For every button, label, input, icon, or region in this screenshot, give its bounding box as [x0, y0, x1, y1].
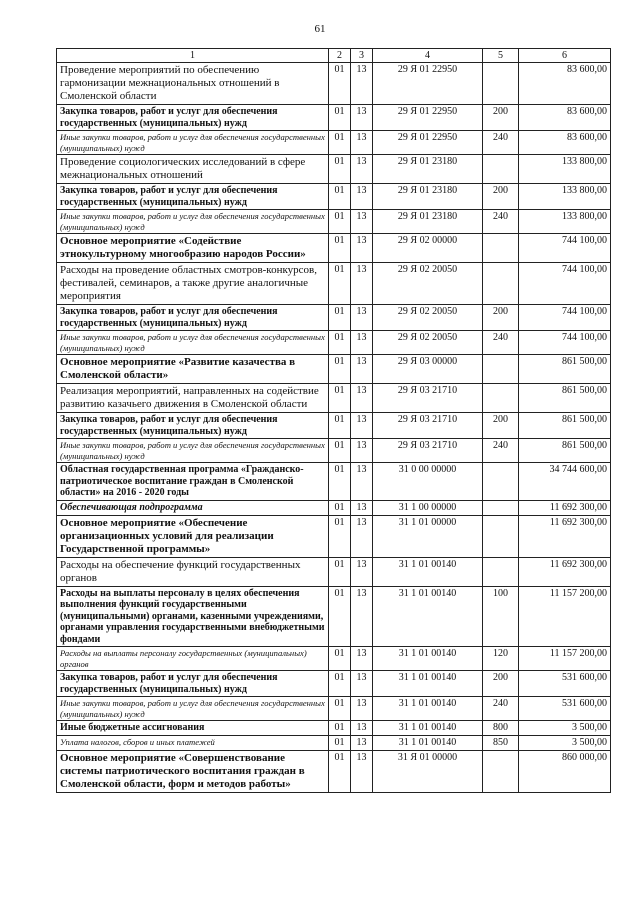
row-name-cell: Закупка товаров, работ и услуг для обеспечения государственных (муниципальных) нужд: [57, 184, 329, 210]
row-target-code-cell: 31 1 00 00000: [373, 500, 483, 515]
table-row: [57, 384, 611, 413]
row-expense-type-cell: 200: [483, 105, 519, 131]
row-expense-type-cell: [483, 263, 519, 305]
row-section-cell: 01: [329, 234, 351, 263]
row-expense-type-cell: 240: [483, 331, 519, 355]
row-subsection-cell: 13: [351, 355, 373, 384]
header-col-4: 4: [373, 49, 483, 63]
row-name-cell: Закупка товаров, работ и услуг для обеспечения государственных (муниципальных) нужд: [57, 105, 329, 131]
row-name-cell: Уплата налогов, сборов и иных платежей: [57, 736, 329, 751]
row-subsection-cell: 13: [351, 305, 373, 331]
table-row: [57, 515, 611, 557]
header-col-2: 2: [329, 49, 351, 63]
row-amount-cell: 34 744 600,00: [519, 463, 611, 501]
row-section-cell: 01: [329, 63, 351, 105]
row-section-cell: 01: [329, 331, 351, 355]
row-subsection-cell: 13: [351, 234, 373, 263]
table-row: [57, 671, 611, 697]
row-subsection-cell: 13: [351, 413, 373, 439]
table-row: [57, 647, 611, 671]
row-amount-cell: 3 500,00: [519, 721, 611, 736]
row-section-cell: 01: [329, 305, 351, 331]
row-expense-type-cell: [483, 355, 519, 384]
row-amount-cell: 531 600,00: [519, 671, 611, 697]
header-col-3: 3: [351, 49, 373, 63]
row-name-cell: Реализация мероприятий, направленных на содействие развитию казачьего движения в Смоленской области: [57, 384, 329, 413]
row-target-code-cell: 29 Я 02 20050: [373, 331, 483, 355]
row-section-cell: 01: [329, 439, 351, 463]
row-name-cell: Основное мероприятие «Развитие казачества в Смоленской области»: [57, 355, 329, 384]
row-target-code-cell: 31 1 01 00140: [373, 557, 483, 586]
table-row: [57, 131, 611, 155]
row-expense-type-cell: 850: [483, 736, 519, 751]
row-target-code-cell: 29 Я 02 20050: [373, 263, 483, 305]
row-name-cell: Основное мероприятие «Совершенствование системы патриотического воспитания граждан в Смоленской области, форм и методов работы»: [57, 751, 329, 793]
row-expense-type-cell: 240: [483, 131, 519, 155]
header-col-5: 5: [483, 49, 519, 63]
row-subsection-cell: 13: [351, 515, 373, 557]
table-row: [57, 305, 611, 331]
table-row: [57, 586, 611, 647]
row-expense-type-cell: [483, 751, 519, 793]
row-section-cell: 01: [329, 586, 351, 647]
row-section-cell: 01: [329, 500, 351, 515]
row-subsection-cell: 13: [351, 557, 373, 586]
row-amount-cell: 83 600,00: [519, 131, 611, 155]
row-subsection-cell: 13: [351, 184, 373, 210]
row-section-cell: 01: [329, 671, 351, 697]
row-name-cell: Областная государственная программа «Гражданско-патриотическое воспитание граждан в Смоленской области» на 2016 - 2020 годы: [57, 463, 329, 501]
row-target-code-cell: 31 1 01 00000: [373, 515, 483, 557]
row-subsection-cell: 13: [351, 721, 373, 736]
table-row: [57, 234, 611, 263]
row-expense-type-cell: 240: [483, 697, 519, 721]
table-row: [57, 697, 611, 721]
row-target-code-cell: 31 1 01 00140: [373, 586, 483, 647]
table-header-row: [57, 49, 611, 63]
row-subsection-cell: 13: [351, 155, 373, 184]
table-row: [57, 184, 611, 210]
row-amount-cell: 531 600,00: [519, 697, 611, 721]
row-subsection-cell: 13: [351, 63, 373, 105]
row-section-cell: 01: [329, 210, 351, 234]
row-target-code-cell: 31 1 01 00140: [373, 697, 483, 721]
row-target-code-cell: 29 Я 02 20050: [373, 305, 483, 331]
row-subsection-cell: 13: [351, 736, 373, 751]
row-amount-cell: 861 500,00: [519, 384, 611, 413]
row-amount-cell: 744 100,00: [519, 305, 611, 331]
row-expense-type-cell: 240: [483, 210, 519, 234]
row-section-cell: 01: [329, 463, 351, 501]
row-subsection-cell: 13: [351, 331, 373, 355]
row-subsection-cell: 13: [351, 697, 373, 721]
row-target-code-cell: 31 0 00 00000: [373, 463, 483, 501]
row-name-cell: Иные закупки товаров, работ и услуг для обеспечения государственных (муниципальных) нужд: [57, 439, 329, 463]
row-amount-cell: 3 500,00: [519, 736, 611, 751]
row-target-code-cell: 29 Я 02 00000: [373, 234, 483, 263]
row-name-cell: Проведение социологических исследований в сфере межнациональных отношений: [57, 155, 329, 184]
row-target-code-cell: 29 Я 01 23180: [373, 210, 483, 234]
row-target-code-cell: 29 Я 03 21710: [373, 413, 483, 439]
row-expense-type-cell: 240: [483, 439, 519, 463]
row-subsection-cell: 13: [351, 500, 373, 515]
row-name-cell: Иные бюджетные ассигнования: [57, 721, 329, 736]
row-name-cell: Иные закупки товаров, работ и услуг для обеспечения государственных (муниципальных) нужд: [57, 697, 329, 721]
row-section-cell: 01: [329, 155, 351, 184]
row-section-cell: 01: [329, 413, 351, 439]
row-name-cell: Расходы на обеспечение функций государственных органов: [57, 557, 329, 586]
table-row: [57, 263, 611, 305]
row-subsection-cell: 13: [351, 647, 373, 671]
row-amount-cell: 744 100,00: [519, 263, 611, 305]
row-section-cell: 01: [329, 515, 351, 557]
row-expense-type-cell: [483, 155, 519, 184]
row-amount-cell: 83 600,00: [519, 105, 611, 131]
row-target-code-cell: 29 Я 01 22950: [373, 63, 483, 105]
row-section-cell: 01: [329, 647, 351, 671]
row-amount-cell: 861 500,00: [519, 355, 611, 384]
row-name-cell: Закупка товаров, работ и услуг для обеспечения государственных (муниципальных) нужд: [57, 671, 329, 697]
row-target-code-cell: 29 Я 01 22950: [373, 105, 483, 131]
row-subsection-cell: 13: [351, 463, 373, 501]
row-subsection-cell: 13: [351, 384, 373, 413]
header-col-6: 6: [519, 49, 611, 63]
row-section-cell: 01: [329, 697, 351, 721]
row-section-cell: 01: [329, 355, 351, 384]
row-target-code-cell: 31 1 01 00140: [373, 671, 483, 697]
row-subsection-cell: 13: [351, 105, 373, 131]
row-section-cell: 01: [329, 557, 351, 586]
row-section-cell: 01: [329, 751, 351, 793]
row-name-cell: Иные закупки товаров, работ и услуг для обеспечения государственных (муниципальных) нужд: [57, 131, 329, 155]
row-section-cell: 01: [329, 131, 351, 155]
row-target-code-cell: 29 Я 03 00000: [373, 355, 483, 384]
row-expense-type-cell: 100: [483, 586, 519, 647]
row-section-cell: 01: [329, 184, 351, 210]
row-amount-cell: 133 800,00: [519, 184, 611, 210]
row-amount-cell: 83 600,00: [519, 63, 611, 105]
row-name-cell: Расходы на выплаты персоналу в целях обеспечения выполнения функций государственными (муниципальными) органами, казенными учреждениями, органами управления государственными внебюджетными фондами: [57, 586, 329, 647]
row-amount-cell: 11 157 200,00: [519, 586, 611, 647]
row-target-code-cell: 29 Я 03 21710: [373, 384, 483, 413]
row-expense-type-cell: 200: [483, 413, 519, 439]
row-name-cell: Обеспечивающая подпрограмма: [57, 500, 329, 515]
row-target-code-cell: 31 Я 01 00000: [373, 751, 483, 793]
table-row: [57, 463, 611, 501]
row-amount-cell: 11 692 300,00: [519, 500, 611, 515]
row-name-cell: Иные закупки товаров, работ и услуг для обеспечения государственных (муниципальных) нужд: [57, 210, 329, 234]
row-name-cell: Основное мероприятие «Обеспечение организационных условий для реализации Государственной программы»: [57, 515, 329, 557]
row-amount-cell: 861 500,00: [519, 439, 611, 463]
row-subsection-cell: 13: [351, 210, 373, 234]
row-target-code-cell: 31 1 01 00140: [373, 736, 483, 751]
row-amount-cell: 744 100,00: [519, 234, 611, 263]
table-row: [57, 210, 611, 234]
row-name-cell: Закупка товаров, работ и услуг для обеспечения государственных (муниципальных) нужд: [57, 413, 329, 439]
row-expense-type-cell: 800: [483, 721, 519, 736]
table-row: [57, 155, 611, 184]
row-expense-type-cell: 120: [483, 647, 519, 671]
row-amount-cell: 133 800,00: [519, 155, 611, 184]
budget-table: [56, 48, 611, 793]
row-amount-cell: 744 100,00: [519, 331, 611, 355]
table-row: [57, 331, 611, 355]
table-row: [57, 751, 611, 793]
row-subsection-cell: 13: [351, 439, 373, 463]
row-section-cell: 01: [329, 384, 351, 413]
row-target-code-cell: 31 1 01 00140: [373, 647, 483, 671]
table-row: [57, 413, 611, 439]
row-name-cell: Закупка товаров, работ и услуг для обеспечения государственных (муниципальных) нужд: [57, 305, 329, 331]
row-subsection-cell: 13: [351, 586, 373, 647]
table-row: [57, 736, 611, 751]
row-section-cell: 01: [329, 263, 351, 305]
row-target-code-cell: 29 Я 01 22950: [373, 131, 483, 155]
row-amount-cell: 11 692 300,00: [519, 515, 611, 557]
row-name-cell: Основное мероприятие «Содействие этнокультурному многообразию народов России»: [57, 234, 329, 263]
row-amount-cell: 861 500,00: [519, 413, 611, 439]
table-row: [57, 557, 611, 586]
row-expense-type-cell: [483, 234, 519, 263]
row-amount-cell: 11 157 200,00: [519, 647, 611, 671]
row-amount-cell: 860 000,00: [519, 751, 611, 793]
table-row: [57, 355, 611, 384]
row-expense-type-cell: [483, 500, 519, 515]
row-target-code-cell: 29 Я 01 23180: [373, 155, 483, 184]
table-row: [57, 439, 611, 463]
row-section-cell: 01: [329, 721, 351, 736]
row-subsection-cell: 13: [351, 263, 373, 305]
header-col-1: 1: [57, 49, 329, 63]
row-amount-cell: 11 692 300,00: [519, 557, 611, 586]
row-expense-type-cell: [483, 384, 519, 413]
row-name-cell: Иные закупки товаров, работ и услуг для обеспечения государственных (муниципальных) нужд: [57, 331, 329, 355]
row-expense-type-cell: 200: [483, 184, 519, 210]
table-row: [57, 105, 611, 131]
row-subsection-cell: 13: [351, 671, 373, 697]
row-name-cell: Расходы на выплаты персоналу государственных (муниципальных) органов: [57, 647, 329, 671]
row-target-code-cell: 31 1 01 00140: [373, 721, 483, 736]
row-section-cell: 01: [329, 105, 351, 131]
table-row: [57, 500, 611, 515]
page-number: 61: [314, 23, 326, 35]
row-amount-cell: 133 800,00: [519, 210, 611, 234]
row-name-cell: Расходы на проведение областных смотров-конкурсов, фестивалей, семинаров, а также другие аналогичные мероприятия: [57, 263, 329, 305]
row-expense-type-cell: [483, 557, 519, 586]
row-expense-type-cell: 200: [483, 305, 519, 331]
table-row: [57, 721, 611, 736]
row-section-cell: 01: [329, 736, 351, 751]
row-expense-type-cell: [483, 463, 519, 501]
row-expense-type-cell: 200: [483, 671, 519, 697]
row-expense-type-cell: [483, 63, 519, 105]
row-expense-type-cell: [483, 515, 519, 557]
row-subsection-cell: 13: [351, 751, 373, 793]
row-subsection-cell: 13: [351, 131, 373, 155]
row-target-code-cell: 29 Я 01 23180: [373, 184, 483, 210]
row-name-cell: Проведение мероприятий по обеспечению гармонизации межнациональных отношений в Смоленской области: [57, 63, 329, 105]
table-row: [57, 63, 611, 105]
row-target-code-cell: 29 Я 03 21710: [373, 439, 483, 463]
